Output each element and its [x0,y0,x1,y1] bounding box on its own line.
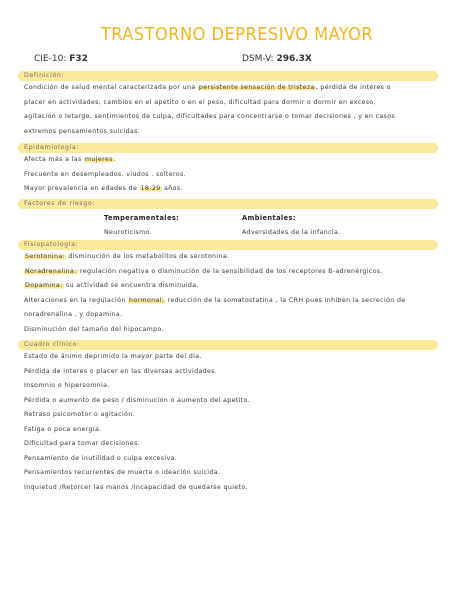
cie-label: CIE-10: [34,54,67,64]
epidemiologia-bar [18,143,438,153]
cuadro-line: Pensamientos recurrentes de muerte o ideación suicida. [24,469,221,476]
fisiopatologia-label: Fisiopatología: [24,241,79,248]
cuadro-line: Retraso psicomotor o agitación. [24,411,135,418]
text-span: su actividad se encuentra disminuida. [63,282,199,289]
cie-code [34,54,88,64]
cuadro-label: Cuadro clínico: [24,341,80,348]
temperamentales-heading: Temperamentales: [104,214,180,222]
text-span: extremos pensamientos suicidas. [24,127,141,135]
highlighted-text: Noradrenalina: [25,267,77,275]
text-span: regulación negativa o disminución de la sensibilidad de los receptores B-adrenérgicos. [77,267,383,275]
fisiopatologia-line [24,282,199,289]
text-span: Mayor prevalencia en edades de [24,185,140,192]
document-title: TRASTORNO DEPRESIVO MAYOR [100,24,374,45]
text-span: . [113,156,117,163]
text-span: Frecuente en desempleados, viudos , solteros. [24,170,186,178]
definicion-line [24,99,376,106]
text-span: reducción de la somatostatina , la CRH pues inhiben la secreción de [165,296,406,304]
highlighted-text: Serotonina: [25,253,66,260]
text-span: Alteraciones en la regulación [24,296,129,304]
text-span: años. [161,185,183,192]
cuadro-bar [18,340,438,350]
dsm-value: 296.3X [276,54,312,64]
definicion-label: Definición: [24,72,65,79]
highlighted-text: 18-29 [140,185,161,192]
text-span: , pérdida de interes o [315,84,391,91]
epidemiologia-line [24,185,183,192]
temperamentales-item: Neuroticismo. [104,229,153,236]
text-span: Disminución del tamaño del hipocampo. [24,325,164,333]
highlighted-text: persistente sensación de tristeza [198,84,315,91]
highlighted-text: mujeres [84,156,113,163]
cuadro-line: Fatiga o poca energía. [24,425,102,433]
riesgo-label: Factores de riesgo: [24,200,96,207]
cie-value: F32 [69,54,88,64]
text-span: disminución de los metabolitos de serotonina. [66,253,230,260]
cuadro-line: Pensamiento de inutilidad o culpa excesiva. [24,454,178,462]
fisiopatologia-bar [18,240,438,250]
definicion-line [24,113,395,120]
dsm-label: DSM-V: [242,54,274,64]
fisiopatologia-line [24,297,406,304]
fisiopatologia-line [24,326,164,333]
cuadro-line: Pérdida o aumento de peso / disminución o aumento del apetito. [24,396,251,404]
fisiopatologia-line [24,311,122,318]
cuadro-line: Dificultad para tomar decisiones. [24,440,140,447]
definicion-bar [18,71,438,81]
definicion-line [24,128,140,135]
cuadro-line: Pérdida de interes o placer en las diversas actividades. [24,367,218,375]
fisiopatologia-line [24,253,229,260]
dsm-code [242,54,312,64]
text-span: agitación o letargo, sentimientos de culpa, dificultades para concentrarse o tomar decisiones , y en casos [24,113,396,120]
text-span: Afecta más a las [24,156,84,163]
epidemiologia-line [24,156,116,163]
epidemiologia-label: Epidemiología: [24,144,80,151]
cuadro-line: Insomnio o hipersomnia. [24,382,110,389]
text-span: noradrenalina , y dopamina. [24,311,123,318]
cuadro-line: Estado de ánimo deprimido la mayor parte del día. [24,353,202,360]
highlighted-text: Dopamina: [25,282,63,289]
epidemiologia-line [24,171,186,178]
cuadro-line: Inquietud /Retorcer las manos /Incapacidad de quedarse quieto. [24,483,248,491]
text-span: Condición de salud mental caracterizada por una [24,84,198,91]
ambientales-item: Adversidades de la infancia. [242,229,341,236]
definicion-line [24,84,391,91]
highlighted-text: hormonal: [129,296,165,304]
ambientales-heading: Ambientales: [242,214,296,222]
fisiopatologia-line [24,268,383,275]
text-span: placer en actividades, cambios en el apetito o en el peso, dificultad para dormir o dormir en exceso, [24,98,376,106]
